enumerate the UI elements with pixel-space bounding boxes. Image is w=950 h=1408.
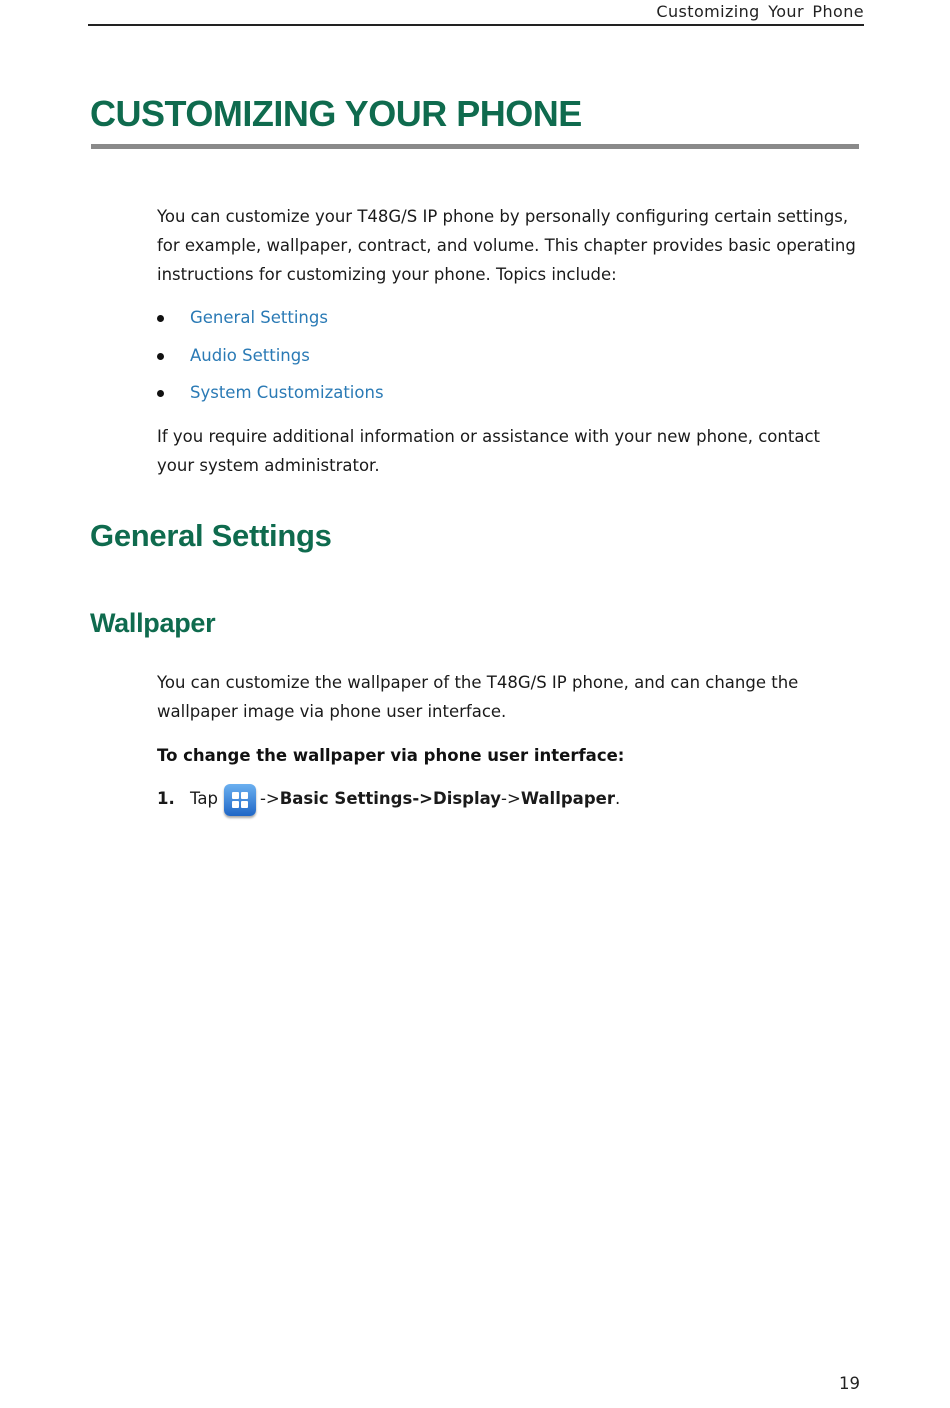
step-arrow: -> xyxy=(259,789,280,808)
section-title-general-settings: General Settings xyxy=(90,518,332,553)
title-rule xyxy=(91,144,859,149)
menu-grid-icon xyxy=(224,784,256,816)
wallpaper-description: You can customize the wallpaper of the T48G/S IP phone, and can change the wallpaper image via phone user interface. xyxy=(157,673,799,721)
bullet-icon xyxy=(157,390,164,397)
procedure-title: To change the wallpaper via phone user interface: xyxy=(157,746,625,765)
running-header-title: Customizing Your Phone xyxy=(656,2,864,21)
step-period: . xyxy=(614,789,621,808)
page-number: 19 xyxy=(839,1374,860,1393)
chapter-title: CUSTOMIZING YOUR PHONE xyxy=(90,93,582,134)
step-arrow: -> xyxy=(501,789,521,808)
running-header xyxy=(88,0,864,26)
assistance-paragraph: If you require additional information or assistance with your new phone, contact your system administrator. xyxy=(157,427,820,475)
step-wallpaper: Wallpaper xyxy=(520,789,615,808)
bullet-icon xyxy=(157,315,164,322)
link-general-settings[interactable]: General Settings xyxy=(190,308,328,327)
step-number: 1. xyxy=(157,789,175,808)
bullet-icon xyxy=(157,353,164,360)
subsection-title-wallpaper: Wallpaper xyxy=(90,608,216,638)
step-display: Display xyxy=(433,789,502,808)
link-audio-settings[interactable]: Audio Settings xyxy=(190,345,310,365)
chapter-intro: You can customize your T48G/S IP phone by personally configuring certain settings, for example, wallpaper, contract, and volume. This chapter provides basic operating instructions for customizing your phone. Topics include: xyxy=(157,207,856,284)
step-basic-settings: Basic Settings-> xyxy=(279,789,433,808)
procedure-step-1 xyxy=(157,784,757,818)
link-system-customizations[interactable]: System Customizations xyxy=(190,383,384,402)
step-text xyxy=(190,784,620,813)
step-tap-text: Tap xyxy=(190,789,218,808)
